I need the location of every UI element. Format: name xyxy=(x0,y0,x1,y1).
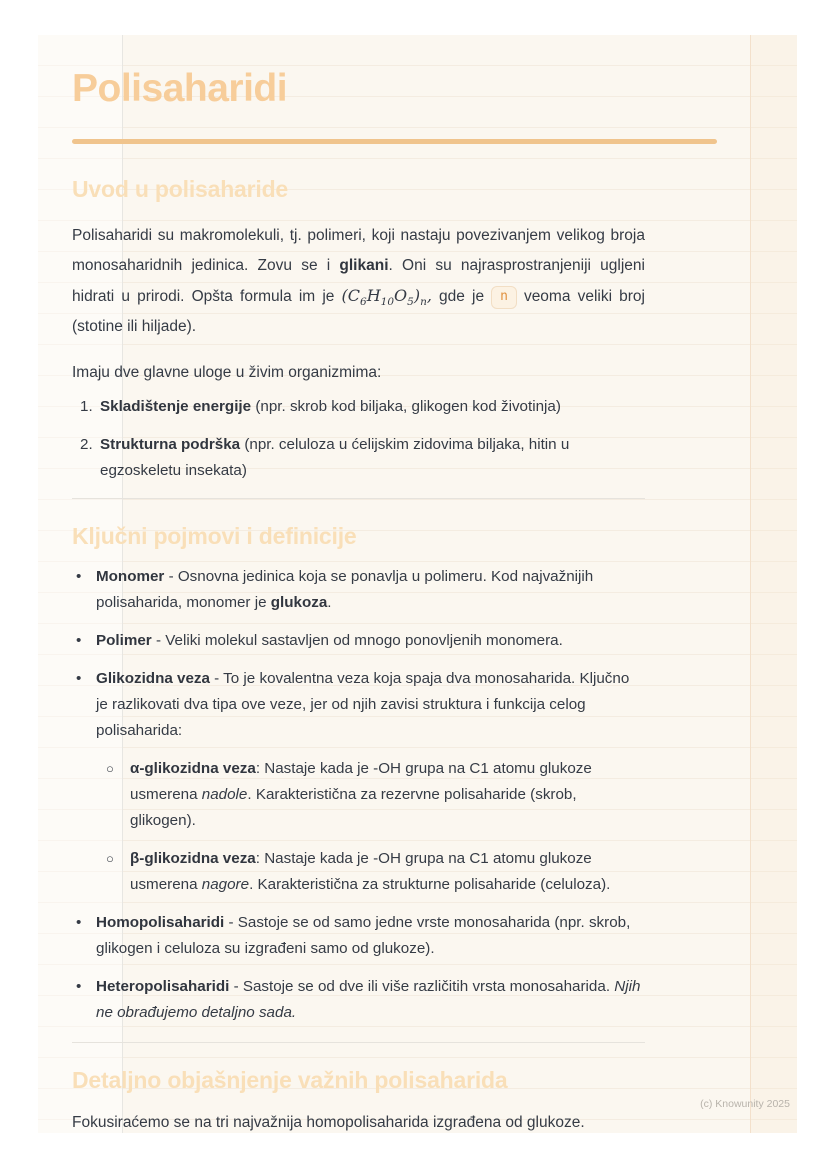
formula-sub-6: 6 xyxy=(360,296,367,309)
roles-intro-paragraph: Imaju dve glavne uloge u živim organizmima: xyxy=(72,364,382,381)
intro-text-1: Polisaharidi su makromolekuli, tj. polimeri, koji nastaju povezivanjem velikog broja monosaharidnih jedinica. Zovu se i xyxy=(72,227,645,274)
term-bold: Heteropolisaharidi xyxy=(96,978,230,995)
item-rest: (npr. skrob kod biljaka, glikogen kod životinja) xyxy=(251,398,561,415)
sub-item-text xyxy=(130,756,645,834)
term-item-polimer xyxy=(72,628,645,654)
sub-item-bold: β-glikozidna veza xyxy=(130,850,256,867)
term-item-heteropolisaharidi xyxy=(72,974,645,1026)
term-bold: Polimer xyxy=(96,632,152,649)
formula-o: O xyxy=(394,286,408,305)
term-bold: Monomer xyxy=(96,568,165,585)
term-item-glikozidna-veza xyxy=(72,666,645,898)
term-bold-2: glukoza xyxy=(270,594,328,611)
term-bold: Glikozidna veza xyxy=(96,670,210,687)
list-item-structural-support xyxy=(72,432,645,484)
chemical-formula xyxy=(341,286,432,309)
detail-paragraph: Fokusiraćemo se na tri najvažnija homopolisaharida izgrađena od glukoze. xyxy=(72,1114,585,1131)
intro-paragraph xyxy=(72,221,645,342)
bullet-icon: • xyxy=(76,670,82,687)
term-bold: Homopolisaharidi xyxy=(96,914,225,931)
sub-item-rest: : Nastaje kada je -OH grupa na C1 atomu glukoze usmerena xyxy=(130,850,592,893)
document-content xyxy=(72,67,645,1138)
section-heading-detail: Detaljno objašnjenje važnih polisaharida xyxy=(72,1067,508,1093)
section-divider-2 xyxy=(72,1042,645,1043)
item-text xyxy=(100,394,645,420)
term-rest-2: . xyxy=(327,594,332,611)
term-text xyxy=(96,974,645,1026)
item-number: 1. xyxy=(80,398,93,415)
n-badge: n xyxy=(491,286,517,309)
item-bold: Strukturna podrška xyxy=(100,436,241,453)
bullet-icon: • xyxy=(76,914,82,931)
copyright-text: (c) Knowunity 2025 xyxy=(700,1098,790,1110)
term-text xyxy=(96,564,645,616)
item-number: 2. xyxy=(80,436,93,453)
sub-item-beta xyxy=(96,846,645,898)
bullet-icon: • xyxy=(76,632,82,649)
right-margin-strip xyxy=(750,35,797,1133)
term-italic: Njih ne obrađujemo detaljno sada. xyxy=(96,978,641,1021)
sub-item-rest: : Nastaje kada je -OH grupa na C1 atomu glukoze usmerena xyxy=(130,760,592,803)
title-rule xyxy=(72,139,717,144)
term-rest: - Osnovna jedinica koja se ponavlja u polimeru. Kod najvažnijih polisaharida, monomer je xyxy=(96,568,594,611)
document-page xyxy=(38,35,797,1133)
section-divider-1 xyxy=(72,498,645,499)
sub-bullet-icon: ○ xyxy=(106,851,114,866)
term-text xyxy=(96,666,645,898)
sub-item-italic: nagore xyxy=(201,876,250,893)
right-margin-line xyxy=(750,35,751,1133)
item-bold: Skladištenje energije xyxy=(100,398,252,415)
term-rest: - Veliki molekul sastavljen od mnogo ponovljenih monomera. xyxy=(151,632,563,649)
formula-comma: , xyxy=(426,286,432,305)
item-text xyxy=(100,432,645,484)
intro-text-2: . Oni su najrasprostranjeniji ugljeni hidrati u prirodi. Opšta formula im je xyxy=(72,257,645,305)
intro-text-3: gde je xyxy=(431,288,485,305)
term-text xyxy=(96,628,645,654)
term-item-monomer xyxy=(72,564,645,616)
sub-item-rest-2: . Karakteristična za strukturne polisaharide (celuloza). xyxy=(249,876,611,893)
section-heading-intro: Uvod u polisaharide xyxy=(72,176,289,202)
formula-sub-n: n xyxy=(420,296,427,309)
term-rest: - To je kovalentna veza koja spaja dva monosaharida. Ključno je razlikovati dva tipa ove veze, jer od njih zavisi struktura i funkcija celog polisaharida: xyxy=(96,670,630,739)
sub-item-italic: nadole xyxy=(201,786,248,803)
formula-close: ) xyxy=(413,286,421,305)
sub-item-bold: α-glikozidna veza xyxy=(130,760,256,777)
term-text xyxy=(96,910,645,962)
sub-item-rest-2: . Karakteristična za rezervne polisaharide (skrob, glikogen). xyxy=(130,786,577,829)
sub-item-text xyxy=(130,846,645,898)
formula-h: H xyxy=(366,286,381,305)
sub-bullet-icon: ○ xyxy=(106,761,114,776)
bullet-icon: • xyxy=(76,978,82,995)
roles-numbered-list xyxy=(72,394,645,484)
list-item-energy-storage xyxy=(72,394,645,420)
item-rest: (npr. celuloza u ćelijskim zidovima biljaka, hitin u egzoskeletu insekata) xyxy=(100,436,570,479)
terms-bullet-list xyxy=(72,564,645,1026)
bullet-icon: • xyxy=(76,568,82,585)
glikani-bold: glikani xyxy=(339,257,389,274)
formula-open: (C xyxy=(341,286,360,305)
intro-text-4: veoma veliki broj (stotine ili hiljade). xyxy=(72,288,645,335)
term-rest: - Sastoje se od samo jedne vrste monosaharida (npr. skrob, glikogen i celuloza su izgrađeni samo od glukoze). xyxy=(96,914,631,957)
term-rest: - Sastoje se od dve ili više različitih vrsta monosaharida. xyxy=(229,978,615,995)
section-heading-terms: Ključni pojmovi i definicije xyxy=(72,523,357,549)
glycosidic-sub-list xyxy=(96,756,645,898)
formula-sub-5: 5 xyxy=(407,296,414,309)
term-item-homopolisaharidi xyxy=(72,910,645,962)
page-title: Polisaharidi xyxy=(72,67,288,110)
sub-item-alpha xyxy=(96,756,645,834)
formula-sub-10: 10 xyxy=(380,296,395,309)
